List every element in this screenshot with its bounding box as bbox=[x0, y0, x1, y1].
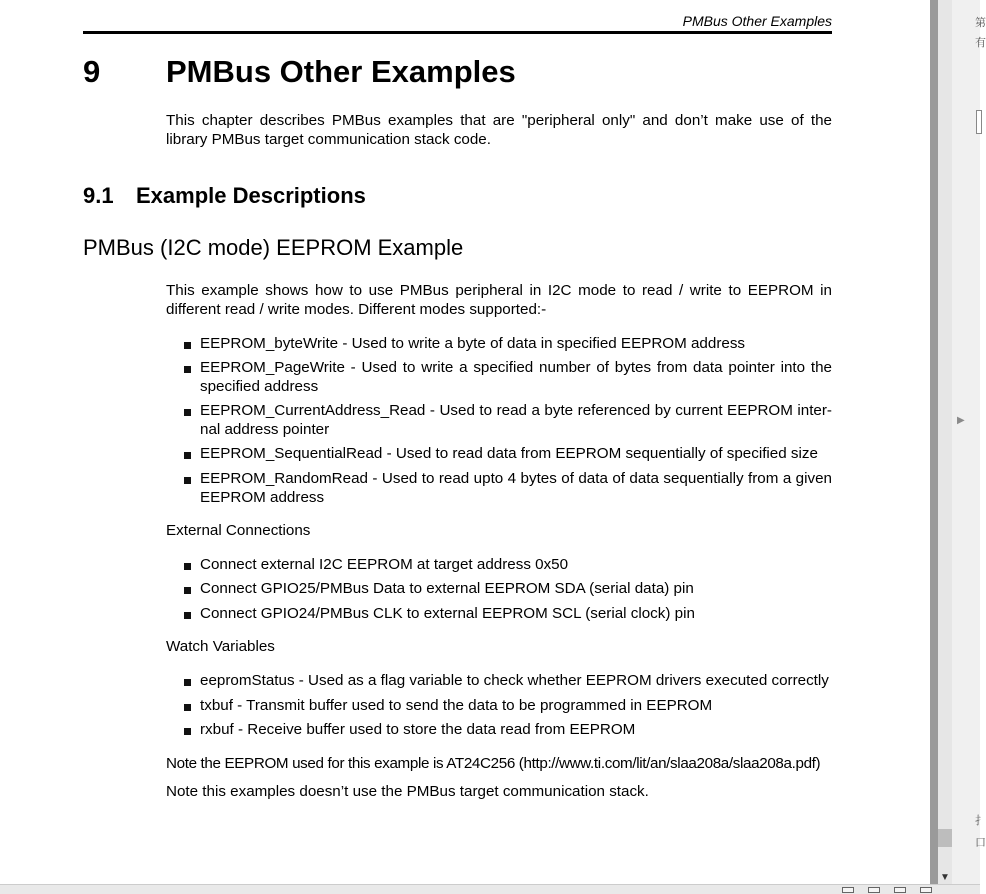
bullet-icon bbox=[184, 409, 191, 416]
bullet-icon bbox=[184, 704, 191, 711]
side-panel-tab[interactable] bbox=[976, 110, 982, 134]
example-description: This example shows how to use PMBus peripheral in I2C mode to read / write to EEPROM in different read / write modes. Different modes supported:- bbox=[166, 282, 832, 318]
side-panel-glyph: 有 bbox=[975, 37, 986, 49]
list-item-text: Connect external I2C EEPROM at target address 0x50 bbox=[200, 556, 569, 573]
watch-variables-heading: Watch Variables bbox=[166, 638, 275, 655]
chapter-number: 9 bbox=[83, 54, 101, 89]
side-panel-glyph: 第 bbox=[975, 17, 986, 29]
bullet-icon bbox=[184, 612, 191, 619]
list-item bbox=[184, 402, 832, 439]
scrollbar-edge bbox=[930, 0, 938, 884]
list-item-text: rxbuf - Receive buffer used to store the data read from EEPROM bbox=[200, 721, 636, 738]
list-item-text: txbuf - Transmit buffer used to send the data to be programmed in EEPROM bbox=[200, 697, 713, 714]
note-eeprom: Note the EEPROM used for this example is AT24C256 (http://www.ti.com/lit/an/slaa208a/slaa208a.pdf) bbox=[166, 755, 821, 772]
subsection-title: PMBus (I2C mode) EEPROM Example bbox=[83, 235, 464, 260]
header-rule bbox=[83, 31, 832, 34]
list-item-text: EEPROM_byteWrite - Used to write a byte of data in specified EEPROM address bbox=[200, 335, 746, 352]
scrollbar-thumb[interactable] bbox=[938, 829, 952, 847]
list-item-text: Connect GPIO25/PMBus Data to external EEPROM SDA (serial data) pin bbox=[200, 580, 694, 597]
bullet-icon bbox=[184, 477, 191, 484]
panel-expand-icon[interactable]: ▶ bbox=[957, 415, 965, 426]
bullet-icon bbox=[184, 679, 191, 686]
list-item bbox=[184, 605, 832, 624]
list-item bbox=[184, 359, 832, 396]
note-stack: Note this examples doesn’t use the PMBus target communication stack. bbox=[166, 783, 649, 800]
list-item bbox=[184, 721, 832, 740]
running-header: PMBus Other Examples bbox=[682, 13, 832, 29]
section-number: 9.1 bbox=[83, 183, 114, 208]
vertical-scrollbar[interactable] bbox=[938, 0, 952, 884]
list-item bbox=[184, 556, 832, 575]
side-panel-glyph: 口 bbox=[975, 837, 986, 849]
bullet-icon bbox=[184, 342, 191, 349]
list-item-text: EEPROM_CurrentAddress_Read - Used to read a byte referenced by current EEPROM inter-nal address pointer bbox=[200, 402, 832, 438]
list-item bbox=[184, 697, 832, 716]
list-item bbox=[184, 672, 832, 691]
view-mode-icon[interactable] bbox=[894, 887, 906, 893]
intro-paragraph: This chapter describes PMBus examples that are "peripheral only" and don’t make use of the library PMBus target communication stack code. bbox=[166, 112, 832, 148]
list-item bbox=[184, 580, 832, 599]
bullet-icon bbox=[184, 452, 191, 459]
external-connections-heading: External Connections bbox=[166, 522, 311, 539]
view-mode-icon[interactable] bbox=[842, 887, 854, 893]
list-item bbox=[184, 335, 832, 354]
view-mode-icon[interactable] bbox=[920, 887, 932, 893]
bullet-icon bbox=[184, 366, 191, 373]
list-item-text: Connect GPIO24/PMBus CLK to external EEPROM SCL (serial clock) pin bbox=[200, 605, 695, 622]
list-item-text: EEPROM_SequentialRead - Used to read data from EEPROM sequentially of specified size bbox=[200, 445, 818, 462]
chapter-title: PMBus Other Examples bbox=[166, 54, 516, 89]
bottom-status-bar bbox=[0, 884, 980, 894]
list-item-text: eepromStatus - Used as a flag variable to check whether EEPROM drivers executed correctly bbox=[200, 672, 829, 689]
bullet-icon bbox=[184, 587, 191, 594]
side-panel-glyph: 扌 bbox=[975, 815, 986, 827]
bullet-icon bbox=[184, 728, 191, 735]
list-item-text: EEPROM_PageWrite - Used to write a specified number of bytes from data pointer into the specified address bbox=[200, 359, 832, 395]
list-item bbox=[184, 445, 832, 464]
list-item bbox=[184, 470, 832, 507]
list-item-text: EEPROM_RandomRead - Used to read upto 4 bytes of data of data sequentially from a given EEPROM address bbox=[200, 470, 832, 506]
scroll-down-icon[interactable]: ▼ bbox=[940, 872, 950, 883]
bullet-icon bbox=[184, 563, 191, 570]
section-title: Example Descriptions bbox=[136, 183, 366, 208]
view-mode-icon[interactable] bbox=[868, 887, 880, 893]
